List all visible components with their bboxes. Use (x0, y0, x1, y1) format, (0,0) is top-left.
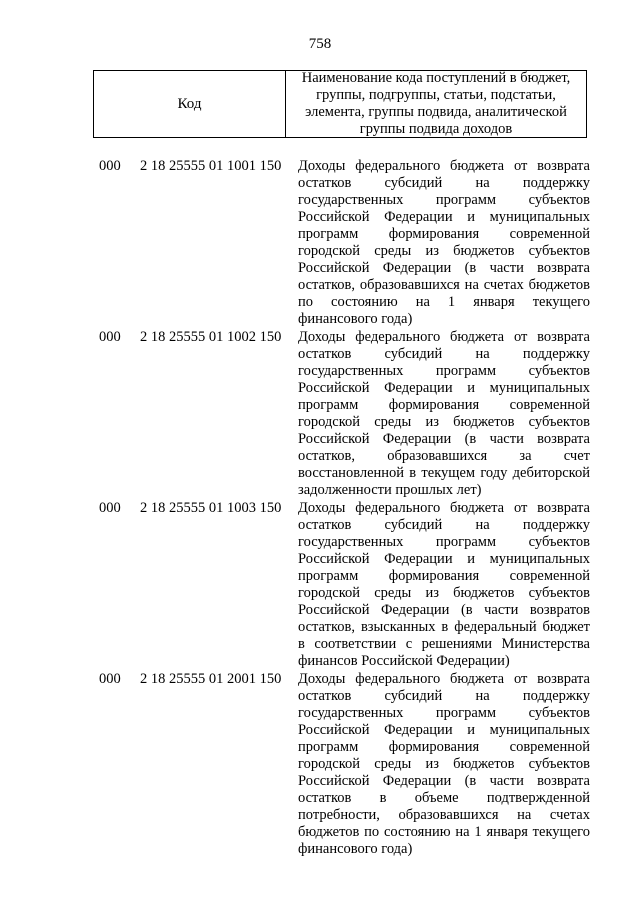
table-row (99, 329, 591, 499)
revenue-code: 2 18 25555 01 2001 150 (140, 671, 282, 687)
revenue-description: Доходы федерального бюджета от возврата остатков субсидий на поддержку государственных программ субъектов Российской Федерации и муниципальных программ формирования современной городской среды из бюджетов субъектов Российской Федерации (в части возврата остатков в объеме подтвержденной потребности, образовавшихся на счетах бюджетов по состоянию на 1 января текущего финансового года) (298, 671, 590, 857)
revenue-code: 2 18 25555 01 1002 150 (140, 329, 282, 345)
table-header (93, 70, 587, 138)
revenue-code: 2 18 25555 01 1001 150 (140, 158, 282, 174)
header-code-cell: Код (94, 71, 286, 137)
revenue-description: Доходы федерального бюджета от возврата остатков субсидий на поддержку государственных программ субъектов Российской Федерации и муниципальных программ формирования современной городской среды из бюджетов субъектов Российской Федерации (в части возвратов остатков, взысканных в федеральный бюджет в соответствии с решениями Министерства финансов Российской Федерации) (298, 500, 590, 669)
revenue-description: Доходы федерального бюджета от возврата остатков субсидий на поддержку государственных программ субъектов Российской Федерации и муниципальных программ формирования современной городской среды из бюджетов субъектов Российской Федерации (в части возврата остатков, образовавшихся на счетах бюджетов по состоянию на 1 января текущего финансового года) (298, 158, 590, 327)
admin-code: 000 (99, 329, 121, 345)
page-number: 758 (308, 36, 332, 52)
admin-code: 000 (99, 158, 121, 174)
table-body (99, 158, 591, 859)
revenue-code: 2 18 25555 01 1003 150 (140, 500, 282, 516)
header-name-cell: Наименование кода поступлений в бюджет, группы, подгруппы, статьи, подстатьи, элемента, группы подвида, аналитической группы подвида доходов (301, 70, 571, 137)
table-row (99, 671, 591, 858)
revenue-description: Доходы федерального бюджета от возврата остатков субсидий на поддержку государственных программ субъектов Российской Федерации и муниципальных программ формирования современной городской среды из бюджетов субъектов Российской Федерации (в части возврата остатков, образовавшихся за счет восстановленной в текущем году дебиторской задолженности прошлых лет) (298, 329, 590, 498)
admin-code: 000 (99, 500, 121, 516)
table-row (99, 500, 591, 670)
table-row (99, 158, 591, 328)
admin-code: 000 (99, 671, 121, 687)
